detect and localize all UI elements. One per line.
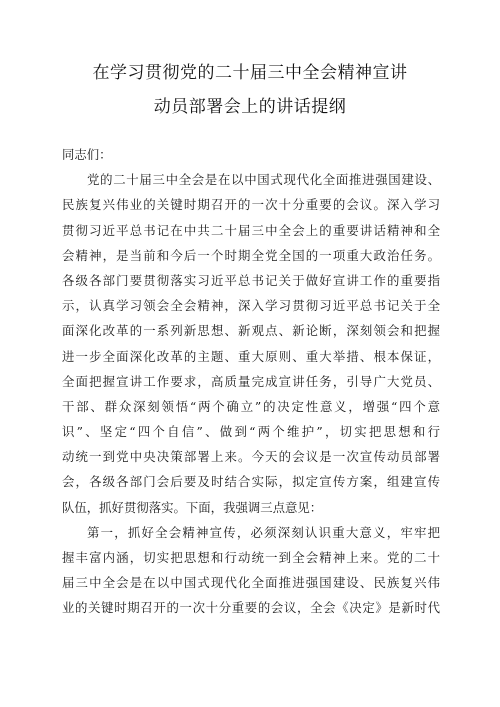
paragraph-1 [62,167,440,520]
document-title-line-1: 在学习贯彻党的二十届三中全会精神宣讲 [92,63,408,83]
paragraph-line: 面深化改革的一系列新思想、新观点、新论断，深刻领会和把握 [62,323,440,339]
paragraph-line: 动统一到党中央决策部署上来。今天的会议是一次宣传动员部署 [62,449,440,465]
paragraph-line: 全面把握宣讲工作要求，高质量完成宣讲任务，引导广大党员、 [62,373,440,389]
paragraph-line: 干部、群众深刻领悟“两个确立”的决定性意义，增强“四个意 [62,398,440,414]
paragraph-line: 第一，抓好全会精神宣传，必须深刻认识重大意义，牢牢把 [87,524,440,540]
salutation: 同志们： [62,147,112,162]
paragraph-line: 届三中全会是在以中国式现代化全面推进强国建设、民族复兴伟 [62,575,440,591]
paragraph-line: 识”、坚定“四个自信”、做到“两个维护”，切实把思想和行 [62,424,440,440]
paragraph-line: 民族复兴伟业的关键时期召开的一次十分重要的会议。深入学习 [62,197,440,213]
paragraph-line: 进一步全面深化改革的主题、重大原则、重大举措、根本保证， [62,348,440,364]
document-body [62,142,440,621]
paragraph-line: 会，各级各部门会后要及时结合实际，拟定宣传方案，组建宣传 [62,474,440,490]
paragraph-2 [62,520,440,621]
paragraph-line: 贯彻习近平总书记在中共二十届三中全会上的重要讲话精神和全 [62,222,440,238]
paragraph-line: 会精神，是当前和今后一个时期全党全国的一项重大政治任务。 [62,247,440,263]
paragraph-line: 握丰富内涵，切实把思想和行动统一到全会精神上来。党的二十 [62,550,440,565]
document-title-line-2: 动员部署会上的讲话提纲 [153,97,347,117]
paragraph-line: 各级各部门要贯彻落实习近平总书记关于做好宣讲工作的重要指 [62,272,440,288]
paragraph-line: 业的关键时期召开的一次十分重要的会议，全会《决定》是新时代 [62,600,440,616]
paragraph-line: 队伍，抓好贯彻落实。下面，我强调三点意见： [62,499,323,515]
paragraph-line: 示，认真学习领会全会精神，深入学习贯彻习近平总书记关于全 [62,298,440,314]
paragraph-line: 党的二十届三中全会是在以中国式现代化全面推进强国建设、 [87,172,440,188]
